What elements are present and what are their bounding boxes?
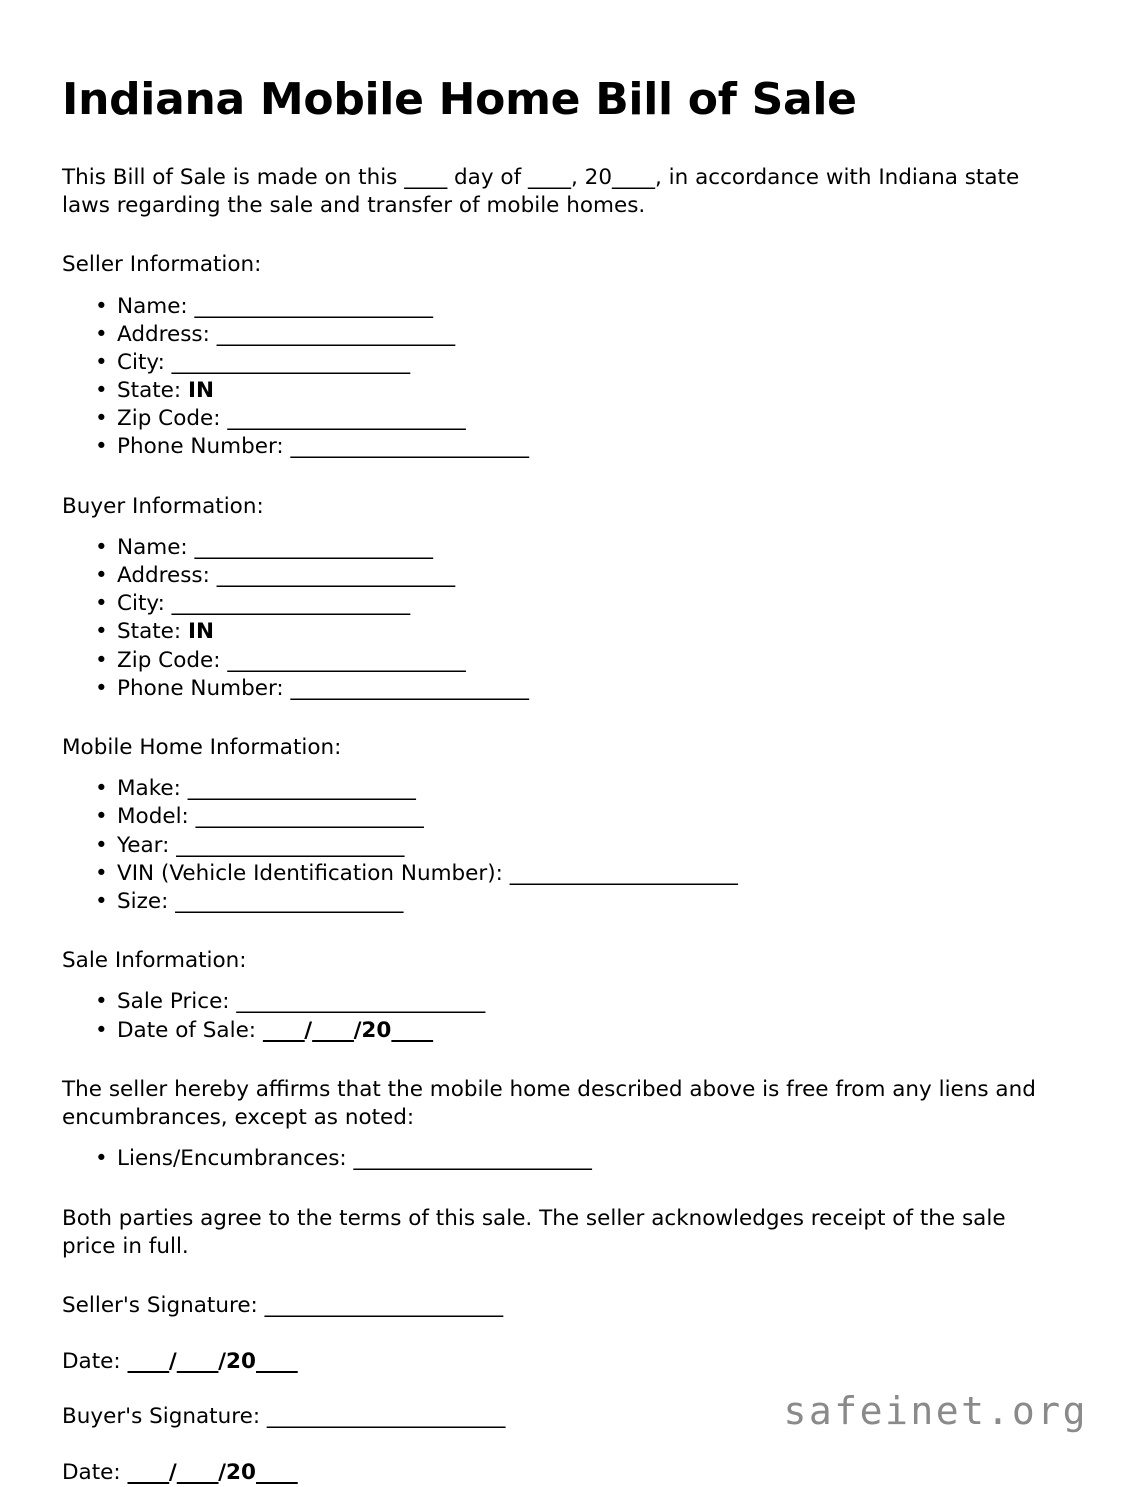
buyer-signature-blank[interactable]: _______________________ — [266, 1404, 505, 1430]
date-year-prefix: 20 — [226, 1459, 256, 1485]
field-label: Year: — [117, 832, 170, 858]
list-item — [62, 321, 1062, 349]
mobile-home-field-list — [62, 775, 1062, 916]
buyer-date-line — [62, 1459, 1062, 1487]
buyer-date-label: Date: — [62, 1459, 121, 1485]
field-blank[interactable]: ______________________ — [175, 888, 403, 914]
field-value-state: IN — [188, 378, 214, 404]
list-item — [62, 349, 1062, 377]
field-label: Zip Code: — [117, 647, 221, 673]
sale-price-blank[interactable]: ________________________ — [236, 989, 485, 1015]
liens-blank[interactable]: _______________________ — [353, 1146, 592, 1172]
site-watermark: safeinet.org — [783, 1389, 1088, 1433]
field-label: State: — [117, 378, 182, 404]
date-separator: / — [168, 1459, 177, 1485]
list-item — [62, 562, 1062, 590]
page-title: Indiana Mobile Home Bill of Sale — [62, 74, 857, 125]
field-label: Zip Code: — [117, 406, 221, 432]
field-blank[interactable]: _______________________ — [216, 563, 455, 589]
field-label: Phone Number: — [117, 675, 284, 701]
list-item — [62, 293, 1062, 321]
field-blank[interactable]: _______________________ — [171, 349, 410, 375]
field-label: Address: — [117, 563, 210, 589]
field-value-state: IN — [188, 619, 214, 645]
buyer-date-day-blank[interactable]: ____ — [176, 1459, 219, 1485]
mobile-home-section-heading: Mobile Home Information: — [62, 734, 342, 760]
list-item — [62, 618, 1062, 646]
date-separator: / — [218, 1348, 227, 1374]
field-label: Model: — [117, 804, 189, 830]
list-item — [62, 405, 1062, 433]
sale-section-heading: Sale Information: — [62, 948, 247, 974]
list-item — [62, 1017, 1062, 1045]
liens-field-list — [62, 1145, 1062, 1173]
date-of-sale-year-blank[interactable]: ____ — [391, 1017, 433, 1043]
list-item — [62, 988, 1062, 1016]
buyer-signature-label: Buyer's Signature: — [62, 1404, 261, 1430]
seller-date-label: Date: — [62, 1348, 121, 1374]
seller-signature-line — [62, 1292, 1062, 1320]
date-year-prefix: 20 — [361, 1017, 392, 1043]
field-blank[interactable]: _______________________ — [171, 591, 410, 617]
agreement-paragraph: Both parties agree to the terms of this sale. The seller acknowledges receipt of the sale price in full. — [62, 1205, 1006, 1260]
date-separator: / — [218, 1459, 227, 1485]
field-label: VIN (Vehicle Identification Number): — [117, 860, 503, 886]
date-of-sale-month-blank[interactable]: ____ — [262, 1017, 305, 1043]
field-blank[interactable]: ______________________ — [509, 860, 738, 886]
list-item — [62, 675, 1062, 703]
seller-date-day-blank[interactable]: ____ — [176, 1348, 219, 1374]
field-blank[interactable]: ______________________ — [195, 804, 424, 830]
field-label: Make: — [117, 776, 181, 802]
seller-date-line — [62, 1348, 1062, 1376]
field-blank[interactable]: _______________________ — [227, 406, 466, 432]
list-item — [62, 1145, 1062, 1173]
sale-field-list — [62, 988, 1062, 1044]
list-item — [62, 832, 1062, 860]
list-item — [62, 775, 1062, 803]
seller-field-list — [62, 293, 1062, 462]
seller-section-heading: Seller Information: — [62, 252, 262, 278]
date-of-sale-day-blank[interactable]: ____ — [312, 1017, 354, 1043]
field-blank[interactable]: ______________________ — [187, 776, 416, 802]
field-label: City: — [117, 591, 165, 617]
field-blank[interactable]: _______________________ — [227, 647, 466, 673]
list-item — [62, 377, 1062, 405]
list-item — [62, 888, 1062, 916]
date-of-sale-label: Date of Sale: — [117, 1017, 257, 1043]
seller-signature-blank[interactable]: _______________________ — [264, 1293, 503, 1319]
buyer-date-month-blank[interactable]: ____ — [127, 1459, 169, 1485]
field-label: City: — [117, 349, 165, 375]
date-separator: / — [168, 1348, 177, 1374]
seller-signature-label: Seller's Signature: — [62, 1293, 258, 1319]
seller-date-month-blank[interactable]: ____ — [127, 1348, 169, 1374]
list-item — [62, 803, 1062, 831]
field-blank[interactable]: _______________________ — [194, 293, 433, 319]
buyer-section-heading: Buyer Information: — [62, 493, 264, 519]
field-blank[interactable]: _______________________ — [290, 434, 529, 460]
buyer-date-year-blank[interactable]: ____ — [255, 1459, 298, 1485]
field-blank[interactable]: ______________________ — [176, 832, 404, 858]
field-blank[interactable]: _______________________ — [290, 675, 529, 701]
date-separator: / — [353, 1017, 362, 1043]
intro-paragraph: This Bill of Sale is made on this ____ day of ____, 20____, in accordance with Indiana state laws regarding the sale and transfer of mobile homes. — [62, 164, 1020, 218]
list-item — [62, 860, 1062, 888]
list-item — [62, 433, 1062, 461]
field-label: Size: — [117, 888, 169, 914]
affirmation-paragraph: The seller hereby affirms that the mobile home described above is free from any liens and encumbrances, except as noted: — [62, 1076, 1036, 1131]
sale-price-label: Sale Price: — [117, 989, 230, 1015]
seller-date-year-blank[interactable]: ____ — [255, 1348, 298, 1374]
liens-label: Liens/Encumbrances: — [117, 1146, 347, 1172]
list-item — [62, 590, 1062, 618]
field-blank[interactable]: _______________________ — [216, 321, 455, 347]
field-label: Name: — [117, 534, 188, 560]
field-label: Phone Number: — [117, 434, 284, 460]
field-label: State: — [117, 619, 182, 645]
field-label: Address: — [117, 321, 210, 347]
date-year-prefix: 20 — [226, 1348, 256, 1374]
list-item — [62, 647, 1062, 675]
buyer-field-list — [62, 534, 1062, 703]
date-separator: / — [304, 1017, 313, 1043]
field-label: Name: — [117, 293, 188, 319]
field-blank[interactable]: _______________________ — [194, 534, 433, 560]
list-item — [62, 534, 1062, 562]
